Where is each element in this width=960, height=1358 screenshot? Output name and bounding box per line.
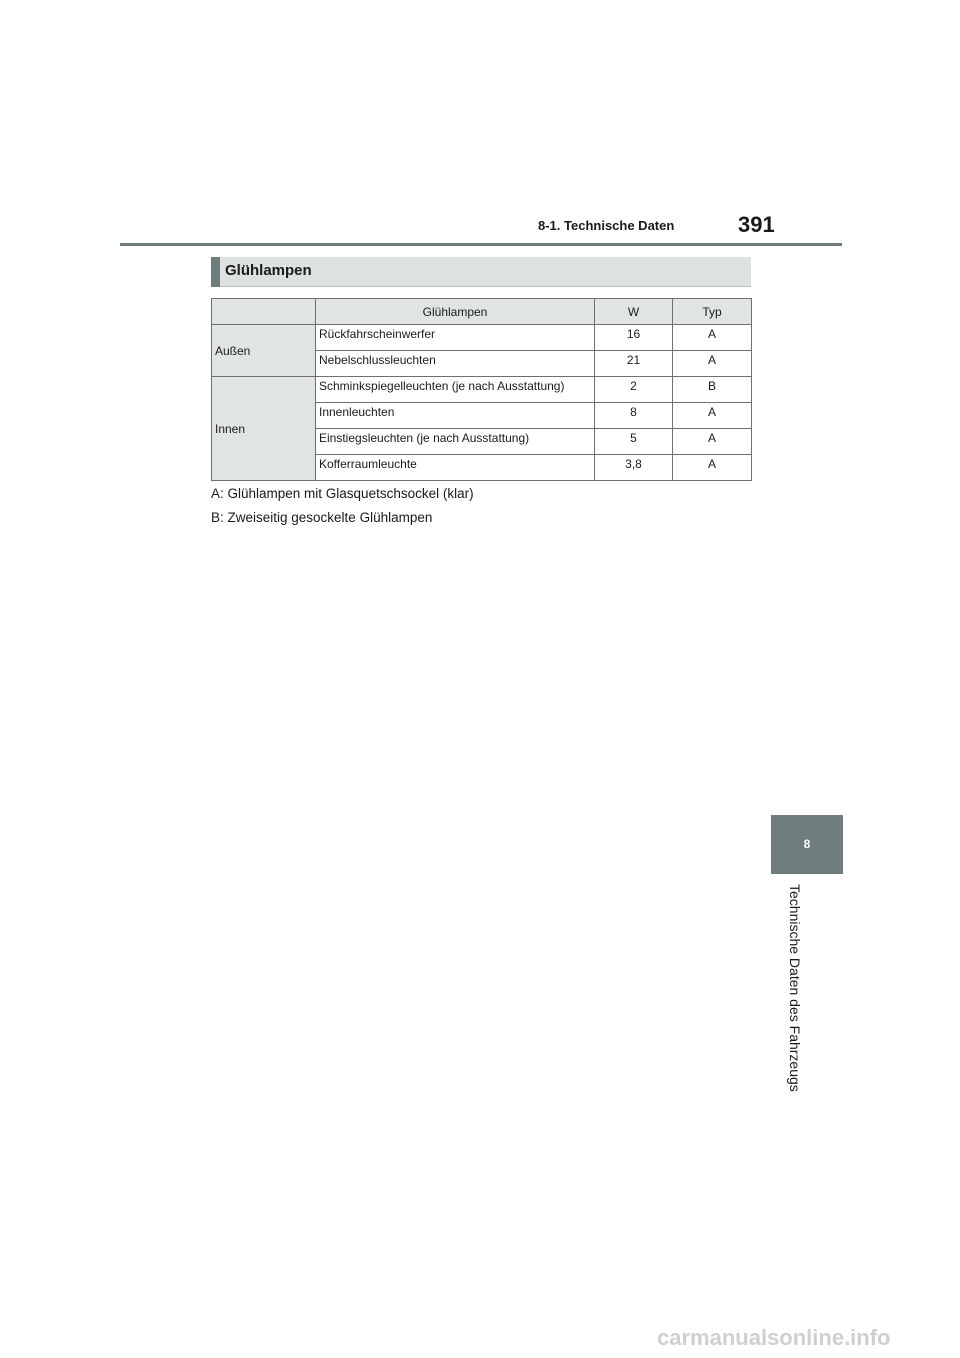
bulb-name: Einstiegsleuchten (je nach Ausstattung) bbox=[316, 429, 595, 455]
watermark: carmanualsonline.info bbox=[657, 1325, 891, 1350]
column-header-type: Typ bbox=[673, 299, 752, 325]
column-header-bulb: Glühlampen bbox=[316, 299, 595, 325]
table-row bbox=[212, 377, 752, 403]
bulb-type: A bbox=[673, 429, 752, 455]
bulb-name: Innenleuchten bbox=[316, 403, 595, 429]
bulb-watt: 5 bbox=[595, 429, 673, 455]
bulb-table bbox=[211, 298, 752, 481]
bulb-name: Nebelschlussleuchten bbox=[316, 351, 595, 377]
bulb-watt: 8 bbox=[595, 403, 673, 429]
bulb-type: A bbox=[673, 351, 752, 377]
bulb-watt: 21 bbox=[595, 351, 673, 377]
bulb-watt: 16 bbox=[595, 325, 673, 351]
bulb-name: Schminkspiegelleuchten (je nach Ausstattung) bbox=[316, 377, 595, 403]
bulb-watt: 2 bbox=[595, 377, 673, 403]
bulb-type: A bbox=[673, 455, 752, 481]
chapter-title: Technische Daten des Fahrzeugs bbox=[787, 884, 803, 1092]
column-header-group bbox=[212, 299, 316, 325]
column-header-watt: W bbox=[595, 299, 673, 325]
chapter-tab[interactable] bbox=[771, 815, 843, 874]
bulb-type: A bbox=[673, 325, 752, 351]
chapter-number: 8 bbox=[803, 837, 811, 851]
footnote-type-a: A: Glühlampen mit Glasquetschsockel (klar) bbox=[211, 486, 474, 501]
header-rule bbox=[120, 243, 842, 246]
bulb-type: B bbox=[673, 377, 752, 403]
bulb-name: Kofferraumleuchte bbox=[316, 455, 595, 481]
table-row bbox=[212, 325, 752, 351]
footnote-type-b: B: Zweiseitig gesockelte Glühlampen bbox=[211, 510, 433, 525]
table-header-row bbox=[212, 299, 752, 325]
bulb-name: Rückfahrscheinwerfer bbox=[316, 325, 595, 351]
section-title: Glühlampen bbox=[225, 262, 312, 279]
group-label-exterior: Außen bbox=[212, 325, 316, 377]
section-title-accent bbox=[211, 257, 220, 287]
group-label-interior: Innen bbox=[212, 377, 316, 481]
running-header-section: 8-1. Technische Daten bbox=[538, 218, 675, 233]
page-number: 391 bbox=[738, 212, 775, 237]
bulb-type: A bbox=[673, 403, 752, 429]
section-title-bar bbox=[211, 257, 751, 287]
bulb-watt: 3,8 bbox=[595, 455, 673, 481]
